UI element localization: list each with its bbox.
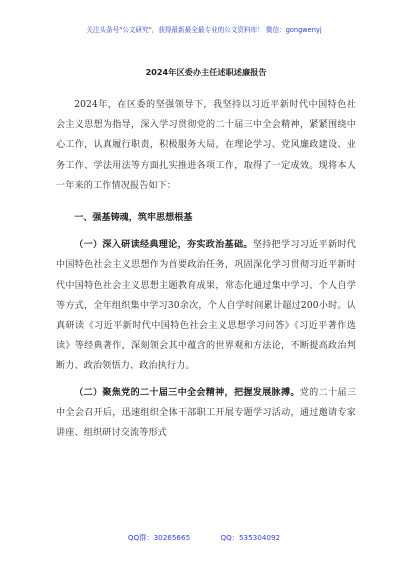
section-heading-1: 一、强基铸魂，筑牢思想根基 <box>74 213 193 224</box>
item-1-body: 坚持把学习习近平新时代中国特色社会主义思想作为首要政治任务，巩固深化学习贯彻习近平新时代中国特色社会主义思想主题教育成果，常态化通过集中学习、个人自学等方式，全年组织集中学习30余次，个人自学时间累计超过200小时。认真研读《习近平新时代中国特色社会主义思想学习问答》《习近平著作选读》等经典著作，深刻领会其中蕴含的世界观和方法论，不断提高政治判断力、政治领悟力、政治执行力。 <box>56 240 356 372</box>
document-body <box>56 67 356 443</box>
footer-qq: QQ：535304092 <box>220 533 281 542</box>
header-banner: 关注头条号"公文研究"，获得最新最全最专业的公文资料库！ 微信：gongwenyj <box>86 26 322 34</box>
item-2-body: 党的二十届三中全会召开后，迅速组织全体干部职工开展专题学习活动，通过邀请专家讲座、组织研讨交流等形式 <box>56 387 356 439</box>
footer-qq-group: QQ群：30265665 <box>127 533 191 542</box>
item-2-paragraph <box>56 383 356 444</box>
item-1-lead: （一）深入研读经典理论，夯实政治基础。 <box>74 240 253 251</box>
document-title: 2024年区委办主任述职述廉报告 <box>145 67 267 77</box>
item-2-lead: （二）聚焦党的二十届三中全会精神，把握发展脉搏。 <box>74 387 300 398</box>
footer-contact <box>0 533 408 543</box>
item-1-paragraph <box>56 235 356 376</box>
intro-paragraph: 2024年，在区委的坚强领导下，我坚持以习近平新时代中国特色社会主义思想为指导，深入学习贯彻党的二十届三中全会精神，紧紧围绕中心工作，认真履行职责，积极服务大局，在理论学习、党风廉政建设、业务工作、学法用法等方面扎实推进各项工作，取得了一定成效。现将本人一年来的工作情况报告如下： <box>56 100 356 191</box>
